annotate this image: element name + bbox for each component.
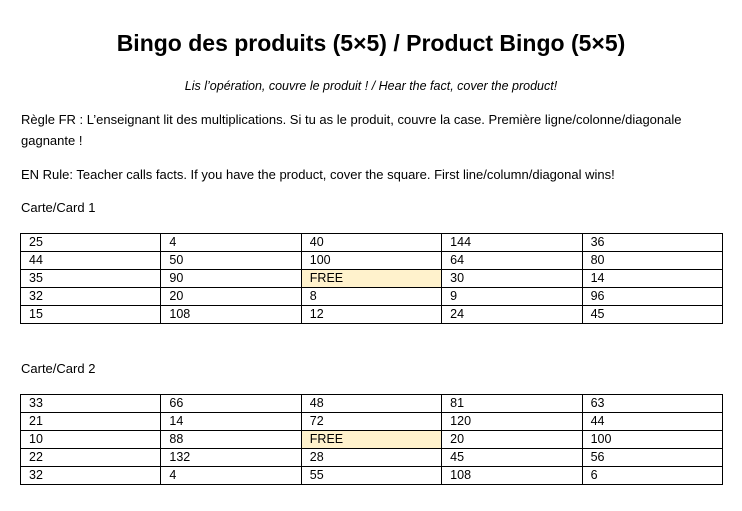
page-subtitle: Lis l’opération, couvre le produit ! / Hear the fact, cover the product! — [184, 79, 558, 93]
card-2-label: Carte/Card 2 — [21, 361, 96, 376]
bingo-cell: 32 — [21, 467, 161, 485]
bingo-cell: 4 — [161, 234, 301, 252]
bingo-cell: 35 — [21, 270, 161, 288]
bingo-cell: 44 — [582, 413, 722, 431]
bingo-cell: 72 — [301, 413, 441, 431]
bingo-cell: 32 — [21, 288, 161, 306]
bingo-cell: 63 — [582, 395, 722, 413]
bingo-cell: 6 — [582, 467, 722, 485]
bingo-cell: 15 — [21, 306, 161, 324]
table-row — [21, 252, 723, 270]
table-row — [21, 234, 723, 252]
bingo-cell: 48 — [301, 395, 441, 413]
bingo-cell: 100 — [301, 252, 441, 270]
free-cell: FREE — [301, 431, 441, 449]
bingo-card-2 — [20, 394, 723, 485]
bingo-cell: 88 — [161, 431, 301, 449]
bingo-cell: 33 — [21, 395, 161, 413]
page-title: Bingo des produits (5×5) / Product Bingo (5×5) — [116, 30, 626, 56]
bingo-cell: 20 — [442, 431, 582, 449]
table-row — [21, 395, 723, 413]
rule-french: Règle FR : L’enseignant lit des multiplications. Si tu as le produit, couvre la case. Première ligne/colonne/diagonale gagnante ! — [21, 112, 682, 148]
bingo-cell: 120 — [442, 413, 582, 431]
bingo-cell: 132 — [161, 449, 301, 467]
rule-english: EN Rule: Teacher calls facts. If you have the product, cover the square. First line/column/diagonal wins! — [21, 167, 615, 182]
bingo-cell: 8 — [301, 288, 441, 306]
table-row — [21, 270, 723, 288]
bingo-cell: 80 — [582, 252, 722, 270]
bingo-cell: 14 — [161, 413, 301, 431]
table-row — [21, 413, 723, 431]
bingo-cell: 22 — [21, 449, 161, 467]
bingo-cell: 12 — [301, 306, 441, 324]
bingo-cell: 55 — [301, 467, 441, 485]
bingo-cell: 20 — [161, 288, 301, 306]
bingo-cell: 21 — [21, 413, 161, 431]
table-row — [21, 306, 723, 324]
bingo-cell: 30 — [442, 270, 582, 288]
table-row — [21, 288, 723, 306]
card-1-label: Carte/Card 1 — [21, 200, 96, 215]
bingo-cell: 56 — [582, 449, 722, 467]
bingo-cell: 96 — [582, 288, 722, 306]
bingo-cell: 10 — [21, 431, 161, 449]
table-row — [21, 467, 723, 485]
bingo-cell: 108 — [161, 306, 301, 324]
bingo-cell: 45 — [442, 449, 582, 467]
bingo-cell: 66 — [161, 395, 301, 413]
bingo-cell: 4 — [161, 467, 301, 485]
bingo-cell: 9 — [442, 288, 582, 306]
bingo-cell: 25 — [21, 234, 161, 252]
bingo-cell: 28 — [301, 449, 441, 467]
bingo-cell: 24 — [442, 306, 582, 324]
bingo-cell: 45 — [582, 306, 722, 324]
bingo-cell: 100 — [582, 431, 722, 449]
bingo-cell: 81 — [442, 395, 582, 413]
bingo-card-1 — [20, 233, 723, 324]
bingo-cell: 64 — [442, 252, 582, 270]
bingo-cell: 90 — [161, 270, 301, 288]
bingo-cell: 14 — [582, 270, 722, 288]
bingo-cell: 44 — [21, 252, 161, 270]
table-row — [21, 431, 723, 449]
bingo-cell: 108 — [442, 467, 582, 485]
free-cell: FREE — [301, 270, 441, 288]
bingo-cell: 36 — [582, 234, 722, 252]
table-row — [21, 449, 723, 467]
bingo-cell: 144 — [442, 234, 582, 252]
bingo-cell: 40 — [301, 234, 441, 252]
bingo-cell: 50 — [161, 252, 301, 270]
